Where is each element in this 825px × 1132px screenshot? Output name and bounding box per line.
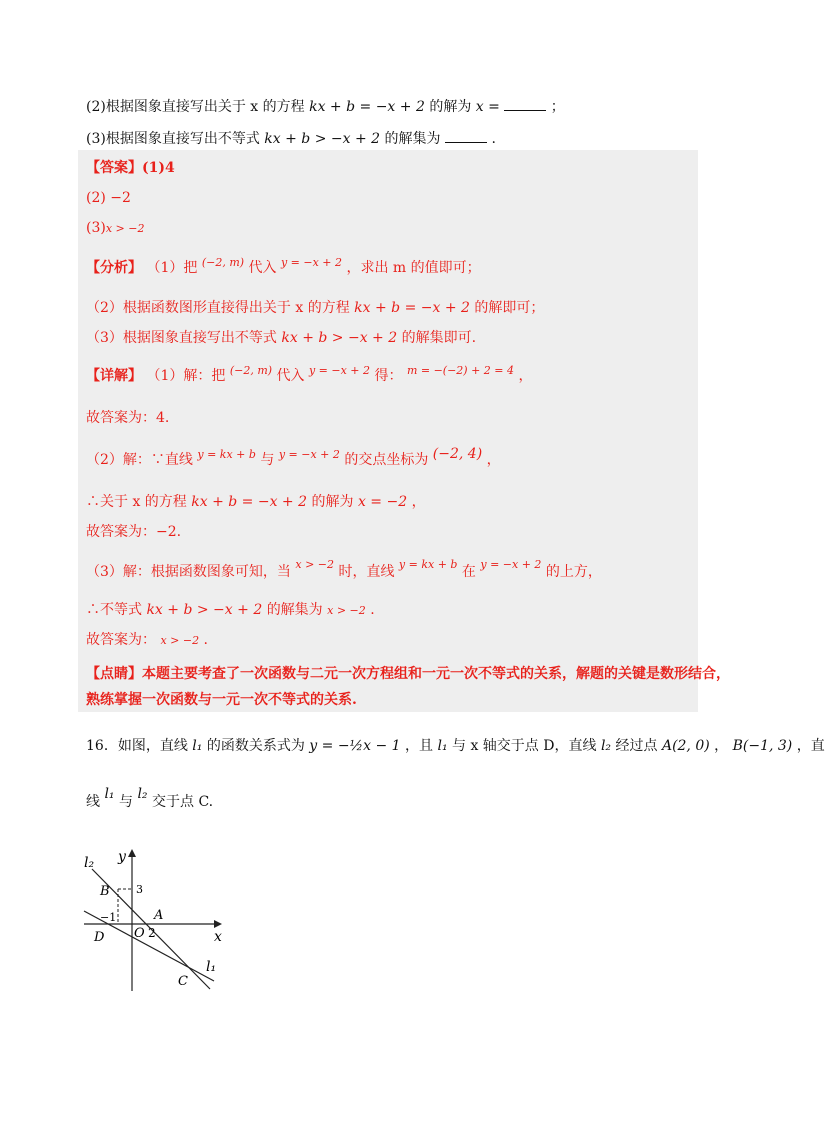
detail-line-6: （3）解：根据函数图象可知，当 $^{x > -2}$ 时，直线 $^{y = kx + b}$ 在 $^{y = -x + 2}$ 的上方， — [86, 558, 602, 580]
x-axis-arrow — [214, 920, 222, 928]
analysis-line-3: （3）根据图象直接写出不等式 kx + b > −x + 2 的解集即可. — [86, 330, 477, 346]
y-axis-label: y — [118, 849, 126, 865]
label-l1: l₁ — [206, 959, 217, 975]
detail-line-1: 【详解】 （1）解：把 $^{(-2, m)}$ 代入 $^{y = -x + 2}$ 得： $^{m = -(-2) + 2 = 4}$ ， — [86, 364, 533, 384]
answer-blank — [504, 96, 546, 111]
label-a: A — [154, 908, 164, 923]
q16-line-1: 16．如图，直线 l₁ 的函数关系式为 y = −½x − 1 ，且 l₁ 与 x 轴交于点 D，直线 l₂ 经过点 A(2, 0) ， B(−1, 3) ，直 — [86, 738, 825, 754]
comment-line-1: 【点睛】本题主要考查了一次函数与二元一次方程组和一元一次不等式的关系，解题的关键是数形结合， — [86, 666, 730, 682]
answer-blank — [445, 128, 487, 143]
q2-line: (2)根据图象直接写出关于 x 的方程 kx + b = −x + 2 的解为 x = ； — [86, 96, 565, 117]
label-origin: O — [134, 926, 145, 941]
x-axis-label: x — [214, 929, 222, 945]
detail-line-8: 故答案为： x > −2 . — [86, 632, 208, 648]
detail-line-4: ∴关于 x 的方程 kx + b = −x + 2 的解为 x = −2 ， — [86, 494, 426, 510]
detail-line-5: 故答案为：−2. — [86, 524, 182, 540]
comment-line-2: 熟练掌握一次函数与一元一次不等式的关系. — [86, 692, 357, 708]
analysis-line-1: 【分析】 （1）把 $^{(-2, m)}$ 代入 $^{y = -x + 2}$ ，求出 m 的值即可； — [86, 256, 481, 276]
label-c: C — [178, 974, 188, 989]
y-axis-arrow — [128, 849, 136, 857]
q3-line: (3)根据图象直接写出不等式 kx + b > −x + 2 的解集为 . — [86, 128, 496, 149]
q16-line-2: 线 l₁ 与 l₂ 交于点 C. — [86, 786, 214, 810]
analysis-line-2: （2）根据函数图形直接得出关于 x 的方程 kx + b = −x + 2 的解即可； — [86, 300, 545, 316]
coordinate-figure — [78, 845, 238, 995]
detail-line-3: （2）解：∵直线 $^{y = kx + b}$ 与 $^{y = -x + 2}$ 的交点坐标为 (−2, 4) ， — [86, 446, 501, 468]
detail-line-2: 故答案为：4. — [86, 410, 170, 426]
tick-3: 3 — [136, 883, 143, 896]
tick-neg1: −1 — [100, 911, 117, 924]
answer-line-1: 【答案】(1)4 — [86, 160, 175, 176]
label-b: B — [100, 884, 110, 899]
label-d: D — [94, 930, 105, 945]
answer-line-3: (3)x > −2 — [86, 220, 145, 236]
answer-line-2: (2) −2 — [86, 190, 131, 206]
tick-2: 2 — [148, 926, 156, 940]
answer-box — [78, 150, 698, 712]
detail-line-7: ∴不等式 kx + b > −x + 2 的解集为 x > −2 . — [86, 602, 375, 618]
label-l2: l₂ — [84, 855, 95, 871]
